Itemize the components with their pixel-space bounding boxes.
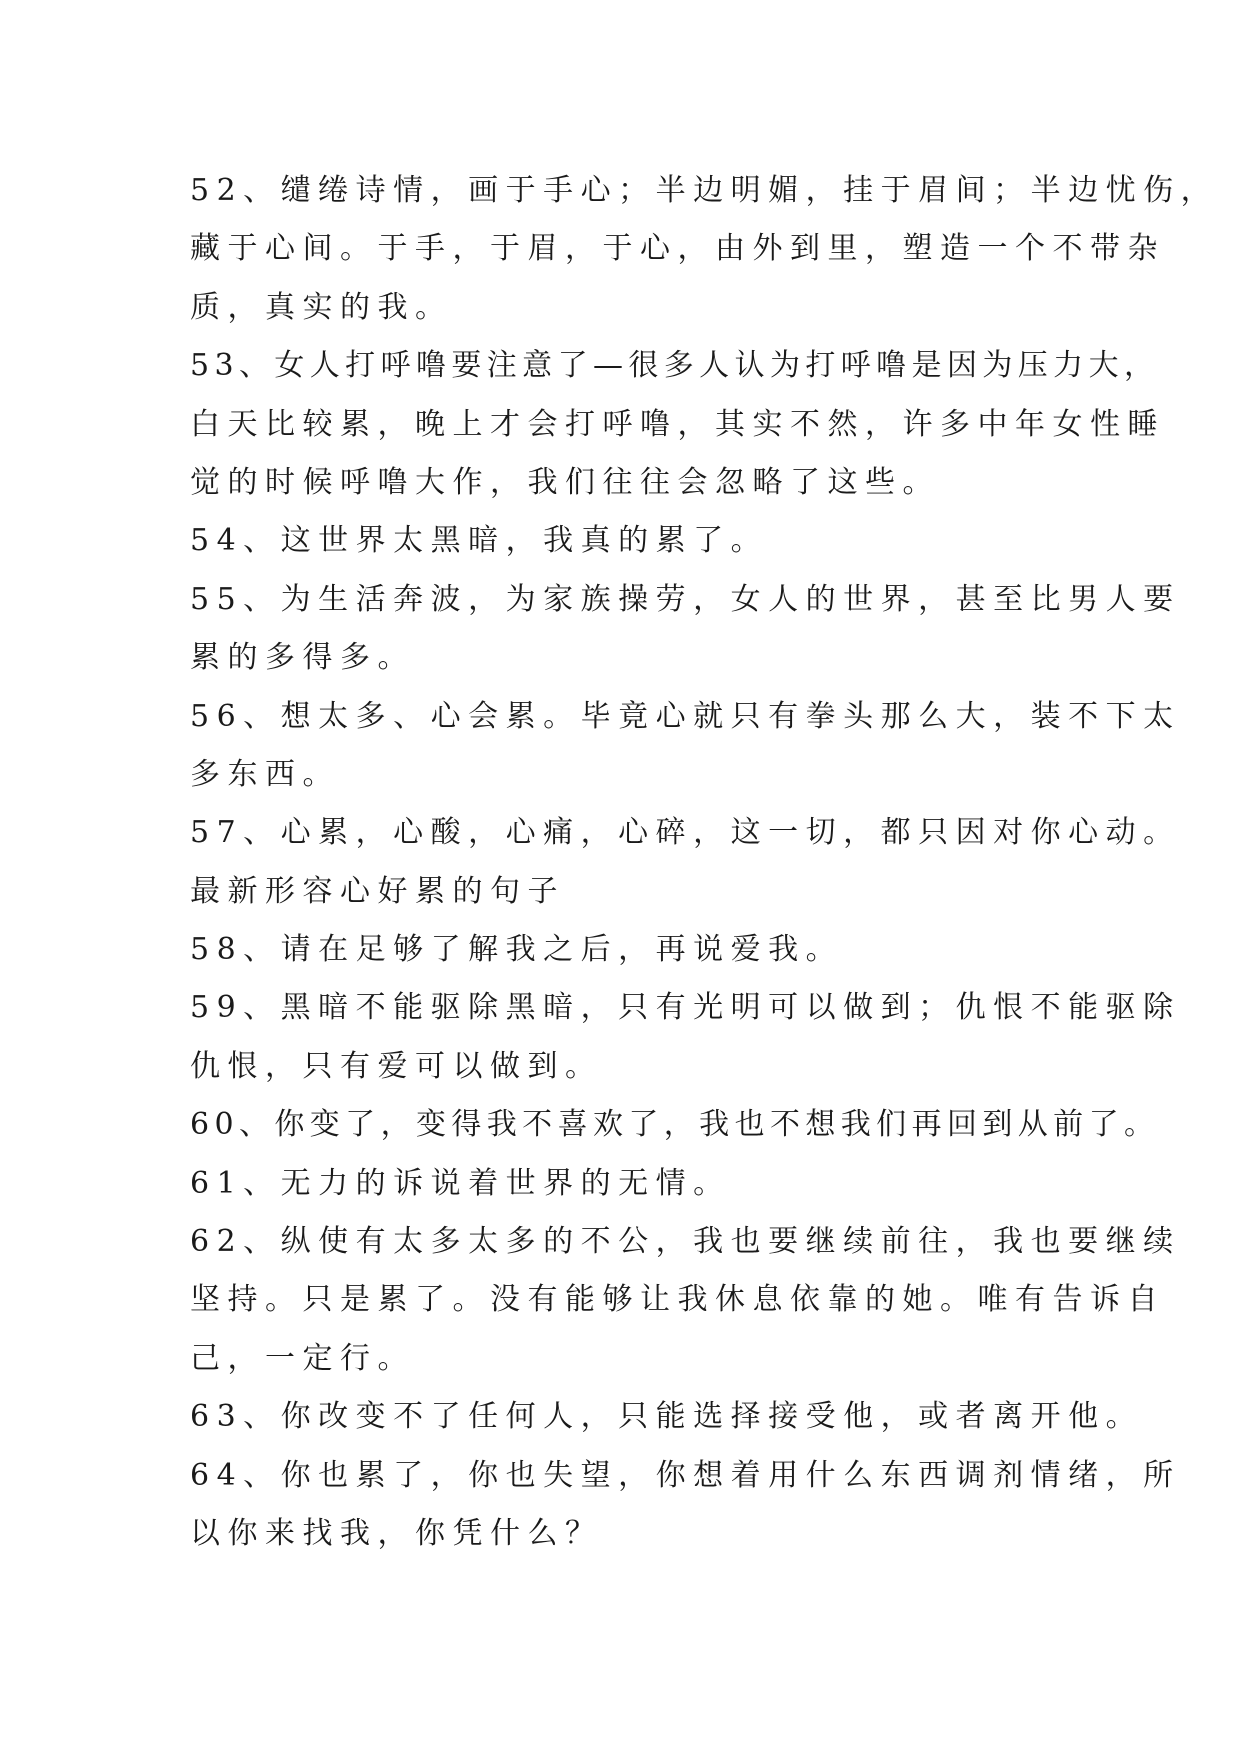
text-line: 累的多得多。 [190,640,415,676]
text-line: 藏于心间。于手，于眉，于心，由外到里，塑造一个不带杂 [190,231,1165,267]
text-line: 坚持。只是累了。没有能够让我休息依靠的她。唯有告诉自 [190,1282,1165,1318]
text-line: 以你来找我，你凭什么？ [190,1515,603,1551]
text-line: 63、你改变不了任何人，只能选择接受他，或者离开他。 [190,1399,1144,1435]
text-line: 仇恨，只有爱可以做到。 [190,1048,603,1084]
text-line: 58、请在足够了解我之后，再说爱我。 [190,932,844,968]
text-line: 57、心累，心酸，心痛，心碎，这一切，都只因对你心动。 [190,815,1181,851]
text-line: 白天比较累，晚上才会打呼噜，其实不然，许多中年女性睡 [190,406,1165,442]
text-line: 多东西。 [190,756,340,792]
text-line: 52、缱绻诗情，画于手心；半边明媚，挂于眉间；半边忧伤， [190,173,1219,208]
document-body [190,162,1219,1563]
text-line: 62、纵使有太多太多的不公，我也要继续前往，我也要继续 [190,1224,1181,1260]
text-line: 55、为生活奔波，为家族操劳，女人的世界，甚至比男人要 [190,581,1181,617]
text-line: 60、你变了，变得我不喜欢了，我也不想我们再回到从前了。 [190,1107,1160,1143]
text-line: 56、想太多、心会累。毕竟心就只有拳头那么大，装不下太 [190,698,1181,734]
text-line: 59、黑暗不能驱除黑暗，只有光明可以做到；仇恨不能驱除 [190,990,1181,1026]
text-line: 最新形容心好累的句子 [190,873,565,909]
text-line: 64、你也累了，你也失望，你想着用什么东西调剂情绪，所 [190,1457,1181,1493]
text-line: 觉的时候呼噜大作，我们往往会忽略了这些。 [190,464,940,500]
text-line: 质，真实的我。 [190,289,453,325]
text-line: 53、女人打呼噜要注意了—很多人认为打呼噜是因为压力大， [190,348,1160,384]
text-line: 54、这世界太黑暗，我真的累了。 [190,523,769,559]
text-line: 61、无力的诉说着世界的无情。 [190,1165,731,1201]
text-line: 己，一定行。 [190,1340,415,1376]
